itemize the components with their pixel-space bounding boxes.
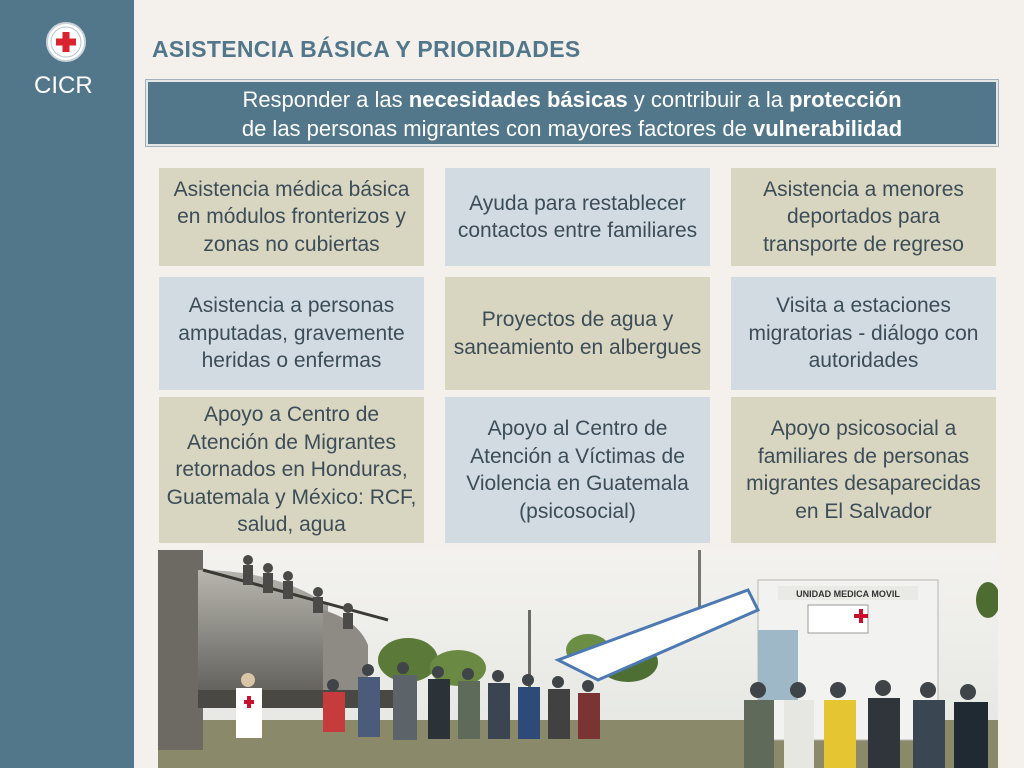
card-psychosocial-support: Apoyo psicosocial a familiares de personas migrantes desaparecidas en El Salvador [731,397,996,543]
brand-name: CICR [34,72,93,99]
card-amputees: Asistencia a personas amputadas, gravemente heridas o enfermas [159,277,424,390]
card-deported-minors: Asistencia a menores deportados para transporte de regreso [731,168,996,266]
red-cross-emblem-icon [46,22,86,62]
page-title: ASISTENCIA BÁSICA Y PRIORIDADES [152,36,581,62]
card-medical-assistance: Asistencia médica básica en módulos fronterizos y zonas no cubiertas [159,168,424,266]
sidebar [0,0,134,768]
mission-banner: Responder a las necesidades básicas y contribuir a la protección de las personas migrantes con mayores factores de vulnerabilidad [146,80,998,146]
field-photo [158,550,998,768]
ambulance-sign: UNIDAD MEDICA MOVIL [796,589,900,599]
card-violence-victims: Apoyo al Centro de Atención a Víctimas de Violencia en Guatemala (psicosocial) [445,397,710,543]
card-water-sanitation: Proyectos de agua y saneamiento en albergues [445,277,710,390]
card-family-contacts: Ayuda para restablecer contactos entre familiares [445,168,710,266]
card-returnee-centers: Apoyo a Centro de Atención de Migrantes retornados en Honduras, Guatemala y México: RCF, salud, agua [159,397,424,543]
card-migration-stations: Visita a estaciones migratorias - diálogo con autoridades [731,277,996,390]
